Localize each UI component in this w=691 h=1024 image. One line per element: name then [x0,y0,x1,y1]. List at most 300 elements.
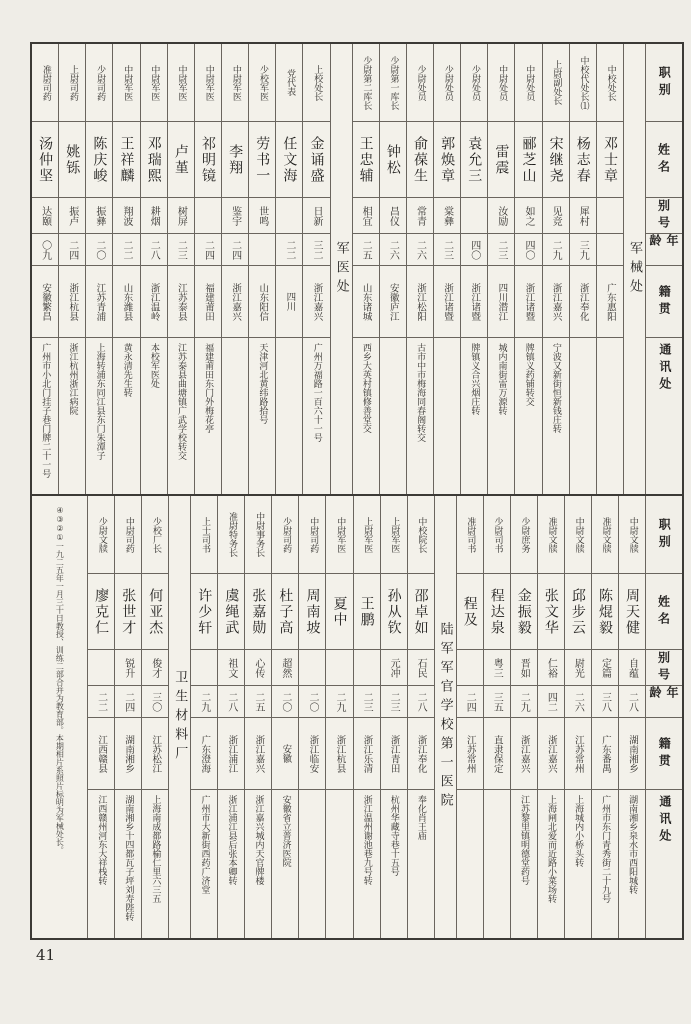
name-cell: 祁明镜 [195,122,221,198]
alias-cell [88,650,114,686]
name-cell: 袁允三 [461,122,487,198]
person-column [354,496,381,938]
header-alias: 别号 [646,198,682,234]
person-column [249,44,276,494]
address-cell: 古市中市梅海同春阁转交 [415,343,426,442]
role-cell: 中尉军医 [168,44,194,122]
role-cell: 党代表 [276,44,302,122]
header-age: 年龄 [646,234,682,266]
alias-cell [461,198,487,234]
person-column [353,44,380,494]
footnote-line: 本期相片系照片标明为军械处长。 [55,734,65,854]
role-cell: 少尉司药 [86,44,112,122]
age-cell: 二二 [88,686,114,718]
alias-cell: 超然 [272,650,298,686]
person-column [299,496,326,938]
role-cell: 中尉事务长 [245,496,271,574]
alias-cell: 振彝 [86,198,112,234]
role-cell: 中校处长 [597,44,623,122]
age-cell: 二八 [218,686,244,718]
address-cell [484,790,510,938]
origin-cell: 山东阳信 [249,266,275,338]
age-cell: 三二 [303,234,329,266]
name-cell: 张文华 [538,574,564,650]
origin-cell: 福建莆田 [195,266,221,338]
person-column [619,496,646,938]
section-label-column [624,44,646,494]
origin-cell: 安徽 [272,718,298,790]
age-cell: 二四 [457,686,483,718]
person-column [115,496,142,938]
address-cell: 江苏黎里镇明德堂药号 [518,795,529,885]
role-cell: 上尉司药 [59,44,85,122]
person-column [222,44,249,494]
header-alias: 别号 [646,650,682,686]
alias-cell: 耕烟 [141,198,167,234]
person-column [326,496,353,938]
name-cell: 张嘉勋 [245,574,271,650]
age-cell: 二三 [354,686,380,718]
person-column [511,496,538,938]
origin-cell: 浙江杭县 [326,718,352,790]
role-cell: 上尉副处长 [543,44,569,122]
role-cell: 中尉军医 [141,44,167,122]
address-cell [326,790,352,938]
person-column [461,44,488,494]
address-cell [299,790,325,938]
footnotes-column [32,496,88,938]
origin-cell: 山东诸城 [353,266,379,338]
alias-cell: 定篇 [592,650,618,686]
role-cell: 少尉处员 [407,44,433,122]
origin-cell: 湖南湘乡 [619,718,645,790]
address-cell: 上海闸北爱而近路小菜场转 [546,795,557,903]
age-cell: 二六 [380,234,406,266]
origin-cell: 浙江奉化 [570,266,596,338]
person-column [380,44,407,494]
role-cell: 少尉司书 [484,496,510,574]
role-cell: 中尉处员 [488,44,514,122]
age-cell: 二三 [434,234,460,266]
person-column [570,44,597,494]
role-cell: 中尉军医 [113,44,139,122]
alias-cell: 翔波 [113,198,139,234]
age-cell: 二五 [353,234,379,266]
name-cell: 邱步云 [565,574,591,650]
origin-cell: 浙江嘉兴 [511,718,537,790]
address-cell: 本校军医处 [148,343,159,388]
roster-table-top [32,44,682,496]
address-cell: 天津河北黄纬路拾号 [257,343,268,424]
role-cell: 上校处长 [303,44,329,122]
header-name: 姓名 [646,122,682,198]
age-cell: 二六 [565,686,591,718]
age-cell: 二〇 [299,686,325,718]
header-name: 姓名 [646,574,682,650]
role-cell: 中尉文牍 [619,496,645,574]
role-cell: 准尉文牍 [538,496,564,574]
origin-cell: 浙江嘉兴 [222,266,248,338]
header-address: 通讯处 [657,795,672,846]
name-cell: 俞葆生 [407,122,433,198]
person-column [515,44,542,494]
alias-cell: 心传 [245,650,271,686]
origin-cell: 江苏青浦 [86,266,112,338]
address-cell: 湖南湘乡十四都瓦子坪刘寿陛转 [123,795,134,921]
age-cell: 二二 [113,234,139,266]
header-address: 通讯处 [657,343,672,394]
footnote-line: 一九二五年一月三十日教授、训练二部合并为教育部。 [55,542,65,734]
person-column [142,496,169,938]
age-cell: 二四 [222,234,248,266]
name-cell: 宋继尧 [543,122,569,198]
origin-cell: 江苏泰县 [168,266,194,338]
age-cell: 二三 [488,234,514,266]
alias-cell [457,650,483,686]
name-cell: 金振毅 [511,574,537,650]
age-cell: 二〇 [272,686,298,718]
name-cell: 汤仲坚 [32,122,58,198]
person-column [32,44,59,494]
address-cell: 浙江浦江县后张本卿转 [226,795,237,885]
age-cell: 二四 [115,686,141,718]
role-cell: 少尉文牍 [88,496,114,574]
alias-cell: 粤三 [484,650,510,686]
section-label: 军械处 [627,240,642,298]
name-cell: 王忠辅 [353,122,379,198]
role-cell: 上尉军医 [381,496,407,574]
address-cell: 湖南湘乡泉水市西阳城转 [627,795,638,894]
alias-cell: 俊才 [142,650,168,686]
person-column [88,496,115,938]
role-cell: 少尉第一库长 [380,44,406,122]
age-cell: 四〇 [461,234,487,266]
alias-cell: 元冲 [381,650,407,686]
section-label-column [331,44,353,494]
name-cell: 杨志春 [570,122,596,198]
person-column [484,496,511,938]
role-cell: 准尉司书 [457,496,483,574]
name-cell: 杜子高 [272,574,298,650]
alias-cell: 锐升 [115,650,141,686]
role-cell: 准尉司药 [32,44,58,122]
roster-table-bottom [32,496,682,938]
name-cell: 周南坡 [299,574,325,650]
section-label-column [169,496,191,938]
role-cell: 少尉第二库长 [353,44,379,122]
origin-cell: 浙江临安 [299,718,325,790]
address-cell: 杭州华藏寺巷十五号 [388,795,399,876]
age-cell: 二三 [381,686,407,718]
alias-cell [276,198,302,234]
name-cell: 邓瑞熙 [141,122,167,198]
alias-cell: 见竞 [543,198,569,234]
age-cell [597,234,623,266]
alias-cell: 鉴宇 [222,198,248,234]
role-cell: 中校院长 [408,496,434,574]
header-column [646,496,682,938]
origin-cell: 浙江青田 [381,718,407,790]
person-column [195,44,222,494]
person-column [408,496,435,938]
alias-cell: 犀村 [570,198,596,234]
name-cell: 雷震 [488,122,514,198]
name-cell: 郦芝山 [515,122,541,198]
address-cell: 牌镇义合兴烟庄转 [469,343,480,415]
person-column [592,496,619,938]
person-column [303,44,330,494]
alias-cell: 常青 [407,198,433,234]
address-cell: 西乡大英村镇修善堂交 [360,343,371,433]
section-label: 陆军军官学校第一医院 [437,622,453,812]
origin-cell: 广东惠阳 [597,266,623,338]
footnotes [32,496,87,938]
age-cell: 二八 [408,686,434,718]
alias-cell [299,650,325,686]
person-column [141,44,168,494]
origin-cell: 广东番禺 [592,718,618,790]
person-column [168,44,195,494]
role-cell: 中尉司药 [115,496,141,574]
name-cell: 张世才 [115,574,141,650]
person-column [597,44,624,494]
alias-cell: 昌仪 [380,198,406,234]
origin-cell: 浙江乐清 [354,718,380,790]
person-column [276,44,303,494]
person-column [407,44,434,494]
alias-cell [191,650,217,686]
address-cell: 奉化肖王庙 [415,795,426,840]
origin-cell: 浙江嘉兴 [543,266,569,338]
section-label: 卫生材料厂 [172,669,188,765]
alias-cell: 尉光 [565,650,591,686]
address-cell: 浙江嘉兴城内天官牌楼 [253,795,264,885]
role-cell: 中尉处员 [515,44,541,122]
age-cell: 二三 [168,234,194,266]
origin-cell: 浙江嘉兴 [303,266,329,338]
alias-cell: 石民 [408,650,434,686]
header-age: 年龄 [646,686,682,718]
name-cell: 程及 [457,574,483,650]
age-cell: 二八 [619,686,645,718]
address-cell [380,338,406,494]
age-cell: 二四 [195,234,221,266]
role-cell: 少尉司药 [272,496,298,574]
address-cell: 上海南成都路榆仁里六三五 [150,795,161,903]
section-label-column [435,496,457,938]
name-cell: 邓士章 [597,122,623,198]
address-cell: 广州万福路一百六十一号 [311,343,322,442]
origin-cell: 安徽繁昌 [32,266,58,338]
person-column [218,496,245,938]
role-cell: 中尉军医 [195,44,221,122]
address-cell: 牌镇义药铺转交 [523,343,534,406]
origin-cell: 浙江浦江 [218,718,244,790]
origin-cell: 湖南湘乡 [115,718,141,790]
address-cell: 黄永清先生转 [121,343,132,397]
header-origin: 籍贯 [646,718,682,790]
origin-cell: 江苏常州 [457,718,483,790]
name-cell: 廖克仁 [88,574,114,650]
age-cell: 〇九 [32,234,58,266]
person-column [86,44,113,494]
address-cell: 广州市东门青秀街二十九号 [600,795,611,903]
age-cell: 四〇 [515,234,541,266]
alias-cell [354,650,380,686]
role-cell: 上尉军医 [354,496,380,574]
page-number: 41 [36,946,56,964]
name-cell: 许少轩 [191,574,217,650]
origin-cell: 浙江温岭 [141,266,167,338]
age-cell: 二九 [543,234,569,266]
origin-cell: 安徽庐江 [380,266,406,338]
address-cell: 浙江杭州浙江病院 [67,343,78,415]
age-cell: 二四 [59,234,85,266]
address-cell: 江苏泰县曲塘镇广武学校转交 [176,343,186,460]
age-cell: 二二 [276,234,302,266]
role-cell: 中尉军医 [326,496,352,574]
origin-cell: 四川潜江 [488,266,514,338]
address-cell: 浙江温州谢池巷九号转 [361,795,372,885]
role-cell: 中尉司药 [299,496,325,574]
origin-cell: 四川 [276,266,302,338]
age-cell [249,234,275,266]
address-cell: 宁波又新街恒新钱庄转 [550,343,561,433]
person-column [191,496,218,938]
role-cell: 中尉军医 [222,44,248,122]
address-cell [570,338,596,494]
header-role: 职别 [646,496,682,574]
name-cell: 孙从钦 [381,574,407,650]
name-cell: 周天健 [619,574,645,650]
origin-cell: 浙江松阳 [407,266,433,338]
person-column [113,44,140,494]
role-cell: 少尉庶务 [511,496,537,574]
name-cell: 卢堇 [168,122,194,198]
age-cell: 二九 [511,686,537,718]
roster-frame [30,42,684,940]
person-column [245,496,272,938]
section-label: 军医处 [333,240,349,298]
role-cell: 少校军医 [249,44,275,122]
footnote-line: ④③②① [55,506,65,542]
address-cell: 江西赣州河东大祥栈转 [96,795,107,885]
header-role: 职别 [646,44,682,122]
age-cell: 三五 [484,686,510,718]
name-cell: 任文海 [276,122,302,198]
address-cell [222,338,248,494]
header-column [646,44,682,494]
name-cell: 姚铄 [59,122,85,198]
origin-cell: 浙江嘉兴 [538,718,564,790]
origin-cell: 广东澄海 [191,718,217,790]
age-cell: 二五 [245,686,271,718]
person-column [381,496,408,938]
origin-cell: 江苏常州 [565,718,591,790]
origin-cell: 浙江诸暨 [515,266,541,338]
name-cell: 金诵盛 [303,122,329,198]
alias-cell: 自蕴 [619,650,645,686]
origin-cell: 浙江诸暨 [461,266,487,338]
role-cell: 中尉文牍 [565,496,591,574]
age-cell: 三〇 [142,686,168,718]
address-cell: 城内南街雷万源转 [496,343,507,415]
age-cell: 二〇 [86,234,112,266]
name-cell: 劳书一 [249,122,275,198]
name-cell: 邵卓如 [408,574,434,650]
person-column [272,496,299,938]
name-cell: 郭焕章 [434,122,460,198]
address-cell: 福建莆田东门外梅花亭 [203,343,214,433]
address-cell: 广州市大新街西药广济堂 [199,795,210,894]
origin-cell: 浙江诸暨 [434,266,460,338]
origin-cell: 直隶保定 [484,718,510,790]
name-cell: 陈庆峻 [86,122,112,198]
origin-cell: 山东潍县 [113,266,139,338]
name-cell: 程达泉 [484,574,510,650]
age-cell: 三八 [592,686,618,718]
age-cell: 二九 [326,686,352,718]
role-cell: 上士司书 [191,496,217,574]
name-cell: 王祥麟 [113,122,139,198]
address-cell [276,338,302,494]
address-cell: 上海城内小桥头转 [573,795,584,867]
role-cell: 少校厂长 [142,496,168,574]
name-cell: 虞绳武 [218,574,244,650]
address-cell: 安徽省立普济医院 [280,795,291,867]
age-cell: 二六 [407,234,433,266]
name-cell: 何亚杰 [142,574,168,650]
name-cell: 钟松 [380,122,406,198]
role-cell: 准尉特务长 [218,496,244,574]
alias-cell: 世鸣 [249,198,275,234]
age-cell: 三九 [570,234,596,266]
alias-cell: 棠彝 [434,198,460,234]
age-cell: 二八 [141,234,167,266]
alias-cell: 振卢 [59,198,85,234]
name-cell: 夏中 [326,574,352,650]
origin-cell: 浙江奉化 [408,718,434,790]
role-cell: 少尉处员 [434,44,460,122]
age-cell: 四二 [538,686,564,718]
alias-cell: 树屏 [168,198,194,234]
role-cell: 准尉文牍 [592,496,618,574]
origin-cell: 浙江杭县 [59,266,85,338]
person-column [457,496,484,938]
header-origin: 籍贯 [646,266,682,338]
person-column [59,44,86,494]
person-column [488,44,515,494]
alias-cell: 祖文 [218,650,244,686]
person-column [543,44,570,494]
alias-cell [195,198,221,234]
role-cell: 少尉处员 [461,44,487,122]
alias-cell: 仁裕 [538,650,564,686]
person-column [434,44,461,494]
alias-cell: 汝励 [488,198,514,234]
name-cell: 王鹏 [354,574,380,650]
alias-cell [326,650,352,686]
name-cell: 陈焜毅 [592,574,618,650]
address-cell: 广州市小北门挂子巷门牌二十一号 [40,343,51,478]
role-cell: 中校代处长⑴ [570,44,596,122]
address-cell [597,338,623,494]
alias-cell: 日新 [303,198,329,234]
person-column [538,496,565,938]
person-column [565,496,592,938]
address-cell: 上海转浦东同江县东门朱潭子 [94,343,105,460]
origin-cell: 江苏松江 [142,718,168,790]
